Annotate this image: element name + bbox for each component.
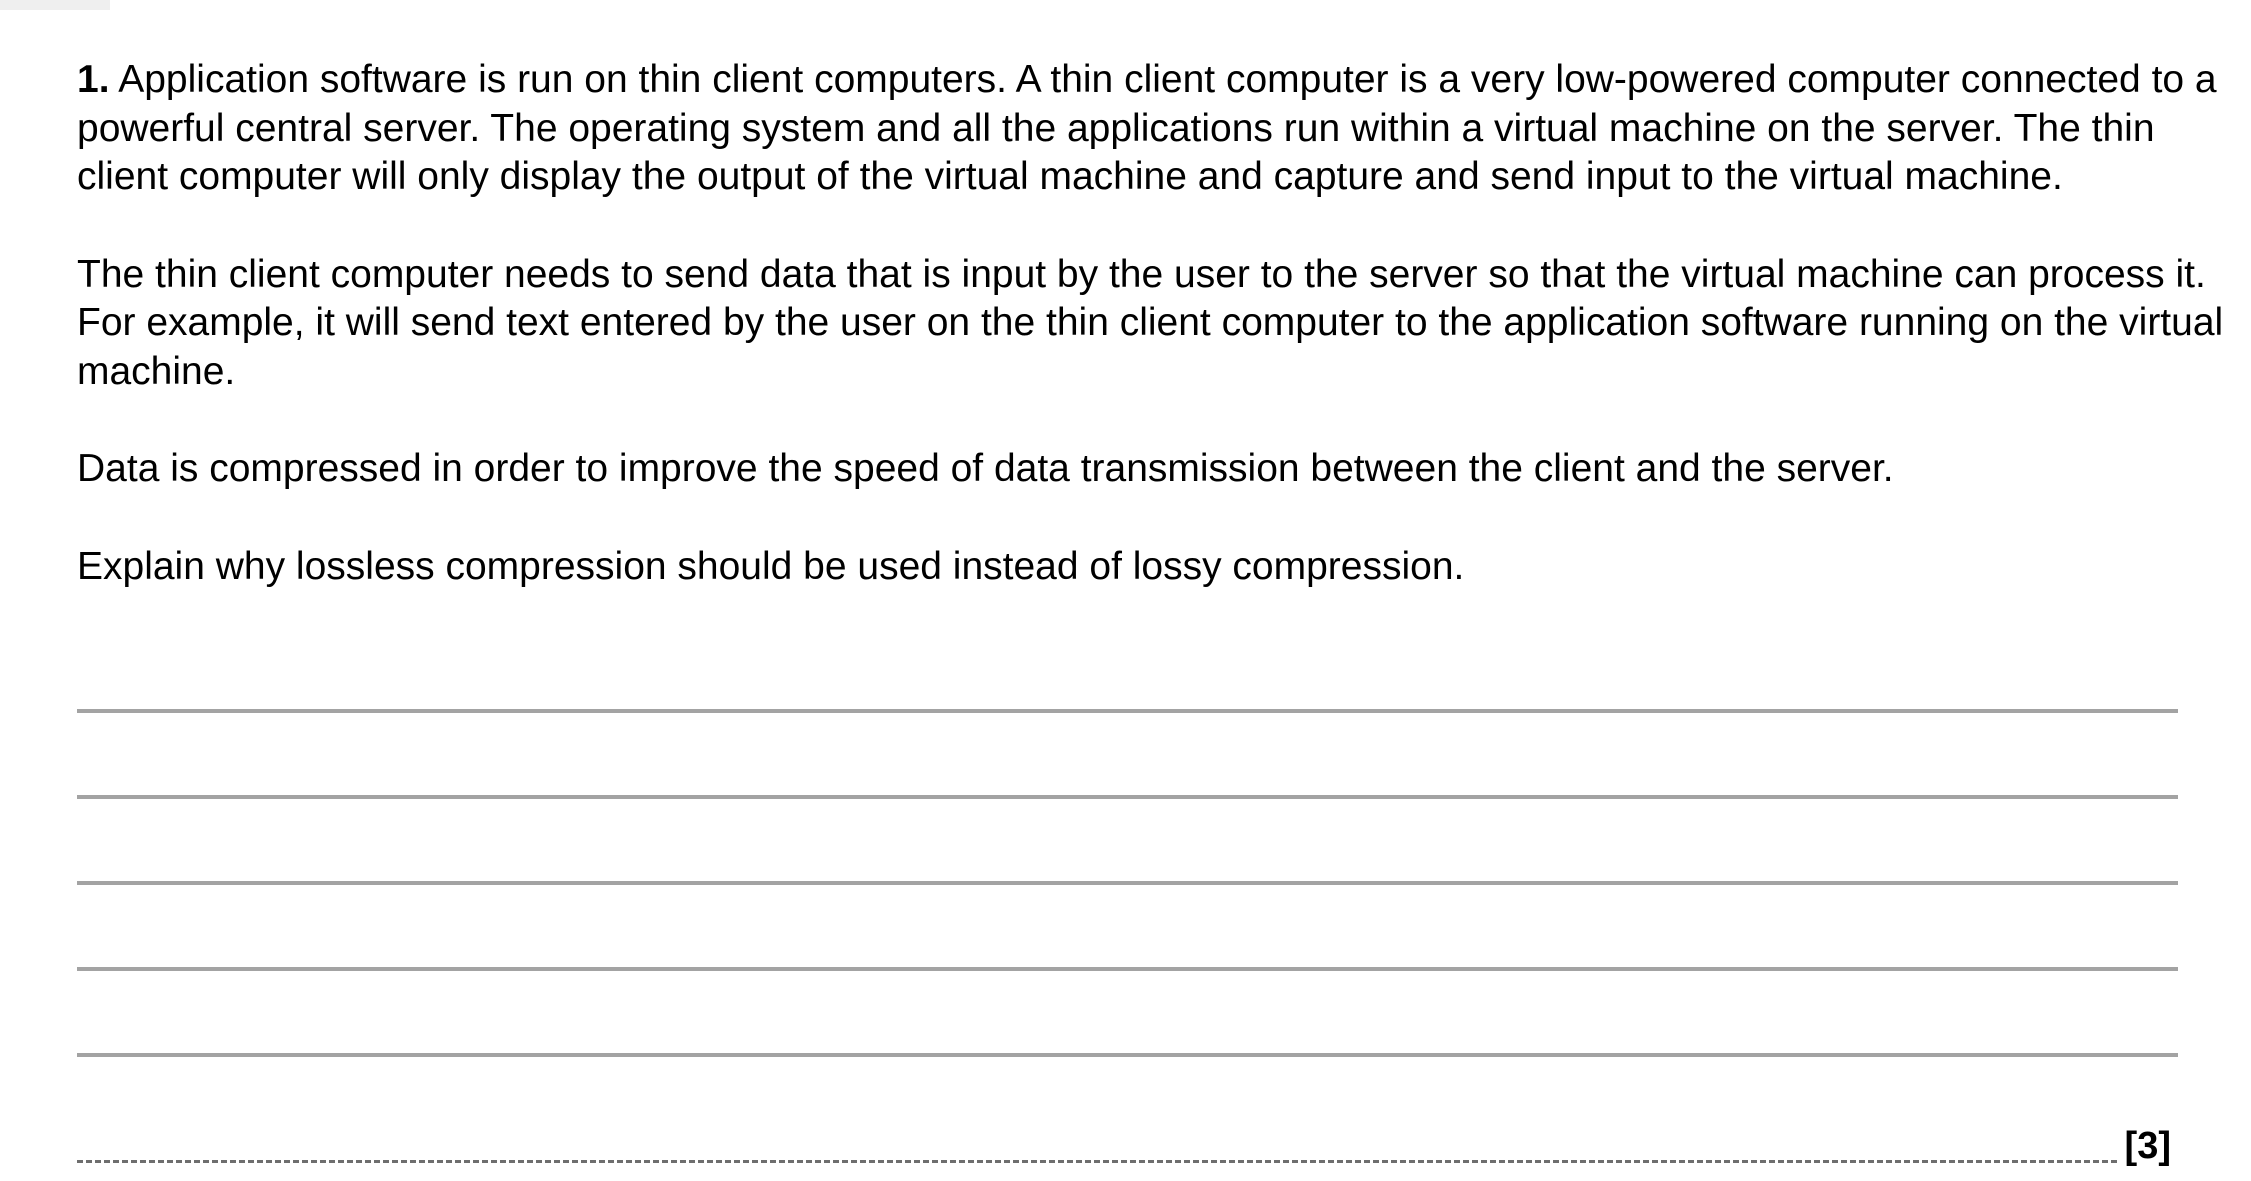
marks-label: [3] — [2124, 1125, 2171, 1167]
page-corner-tab — [0, 0, 110, 10]
answer-line-6[interactable] — [77, 1160, 2117, 1163]
question-prompt: Explain why lossless compression should be used instead of lossy compression. — [77, 544, 1465, 588]
answer-line-5[interactable] — [77, 1053, 2178, 1057]
answer-line-3[interactable] — [77, 881, 2178, 885]
answer-line-2[interactable] — [77, 795, 2178, 799]
question-paragraph-2: The thin client computer needs to send data that is input by the user to the server so that the virtual machine can process it. For example, it will send text entered by the user on the thin client computer to the application software running on the virtual machine. — [77, 252, 2224, 393]
question-intro — [77, 56, 2227, 202]
question-number: 1. — [77, 58, 110, 101]
question-paragraph-3: Data is compressed in order to improve the speed of data transmission between the client and the server. — [77, 447, 1894, 490]
answer-line-1[interactable] — [77, 709, 2178, 713]
question-block — [77, 56, 2227, 640]
question-intro-text: Application software is run on thin client computers. A thin client computer is a very low-powered computer connected to a powerful central server. The operating system and all the applications run within a virtual machine on the server. The thin client computer will only display the output of the virtual machine and capture and send input to the virtual machine. — [77, 58, 2217, 198]
answer-line-4[interactable] — [77, 967, 2178, 971]
